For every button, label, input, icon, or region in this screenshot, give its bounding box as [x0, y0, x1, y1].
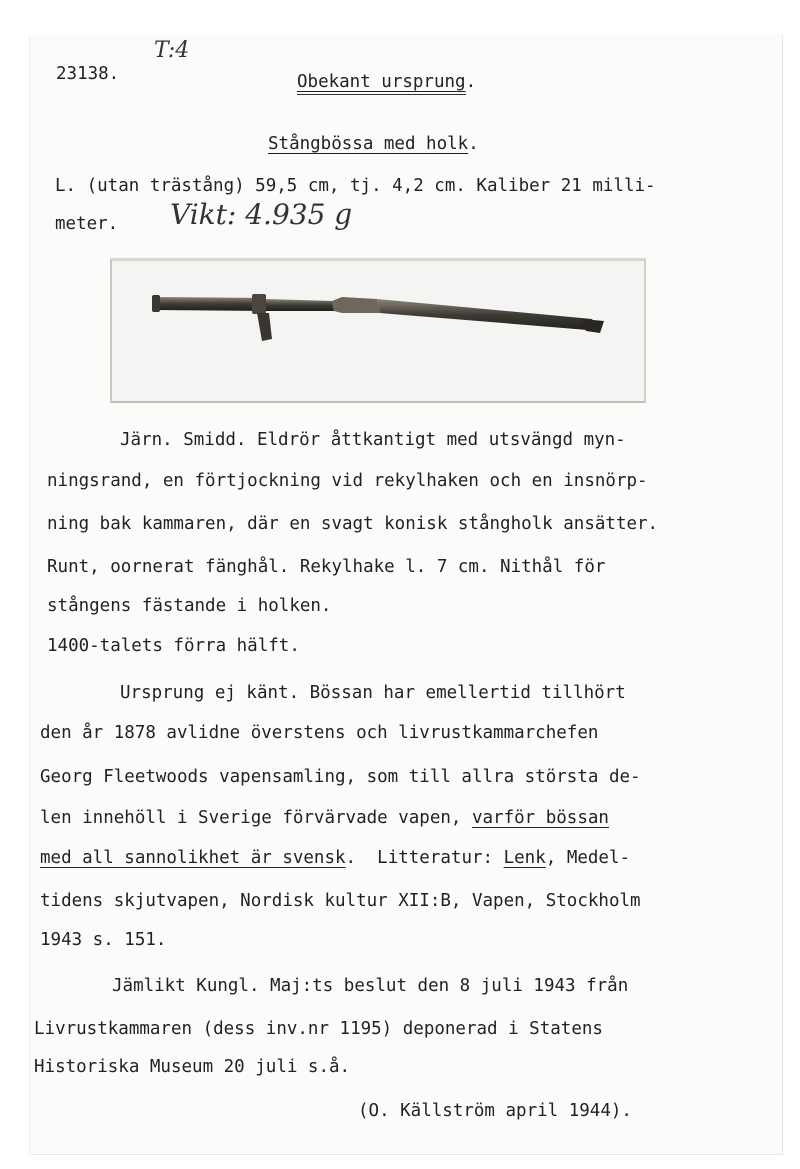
gun-image — [112, 261, 644, 401]
description-line: ningsrand, en förtjockning vid rekylhaken och en insnörp- — [47, 471, 648, 491]
deposit-line: Historiska Museum 20 juli s.å. — [34, 1057, 351, 1077]
description-line: stångens fästande i holken. — [47, 596, 332, 616]
date-line: 1400-talets förra hälft. — [47, 636, 300, 656]
origin-line — [40, 808, 609, 828]
origin-line: 1943 s. 151. — [40, 930, 167, 950]
signature: (O. Källström april 1944). — [358, 1101, 632, 1121]
deposit-line: Jämlikt Kungl. Maj:ts beslut den 8 juli 1943 från — [112, 976, 629, 996]
object-heading: Stångbössa med holk. — [268, 134, 479, 154]
literature-label: . Litteratur: — [345, 848, 504, 868]
measure-line-1: L. (utan trästång) 59,5 cm, tj. 4,2 cm. Kaliber 21 milli- — [55, 176, 656, 196]
underlined-conclusion-end: med all sannolikhet är svensk — [40, 848, 346, 868]
pencil-mark: T:4 — [154, 38, 190, 63]
origin-line: Ursprung ej känt. Bössan har emellertid tillhört — [120, 683, 626, 703]
catalog-number: 23138. — [56, 64, 120, 84]
origin-line — [40, 848, 630, 868]
origin-line-text: , Medel- — [545, 848, 631, 868]
origin-line: tidens skjutvapen, Nordisk kultur XII:B, Vapen, Stockholm — [40, 891, 641, 911]
underlined-conclusion-start: varför bössan — [471, 808, 609, 828]
object-heading-text: Stångbössa med holk — [268, 134, 469, 154]
origin-line: Georg Fleetwoods vapensamling, som till allra största de- — [40, 767, 641, 787]
measure-line-2: meter. — [55, 214, 119, 234]
object-photo — [110, 258, 646, 403]
literature-author: Lenk — [503, 848, 546, 868]
description-line: ning bak kammaren, där en svagt konisk stångholk ansätter. — [47, 514, 659, 534]
origin-heading-text: Obekant ursprung — [297, 72, 466, 95]
deposit-line: Livrustkammaren (dess inv.nr 1195) deponerad i Statens — [34, 1019, 603, 1039]
description-line: Runt, oornerat fänghål. Rekylhake l. 7 cm. Nithål för — [47, 557, 606, 577]
handwritten-weight: Vikt: 4.935 g — [170, 198, 353, 231]
origin-heading: Obekant ursprung. — [297, 72, 476, 92]
origin-line: den år 1878 avlidne överstens och livrustkammarchefen — [40, 723, 599, 743]
description-line: Järn. Smidd. Eldrör åttkantigt med utsvängd myn- — [120, 430, 626, 450]
origin-line-text: len innehöll i Sverige förvärvade vapen, — [40, 808, 472, 828]
